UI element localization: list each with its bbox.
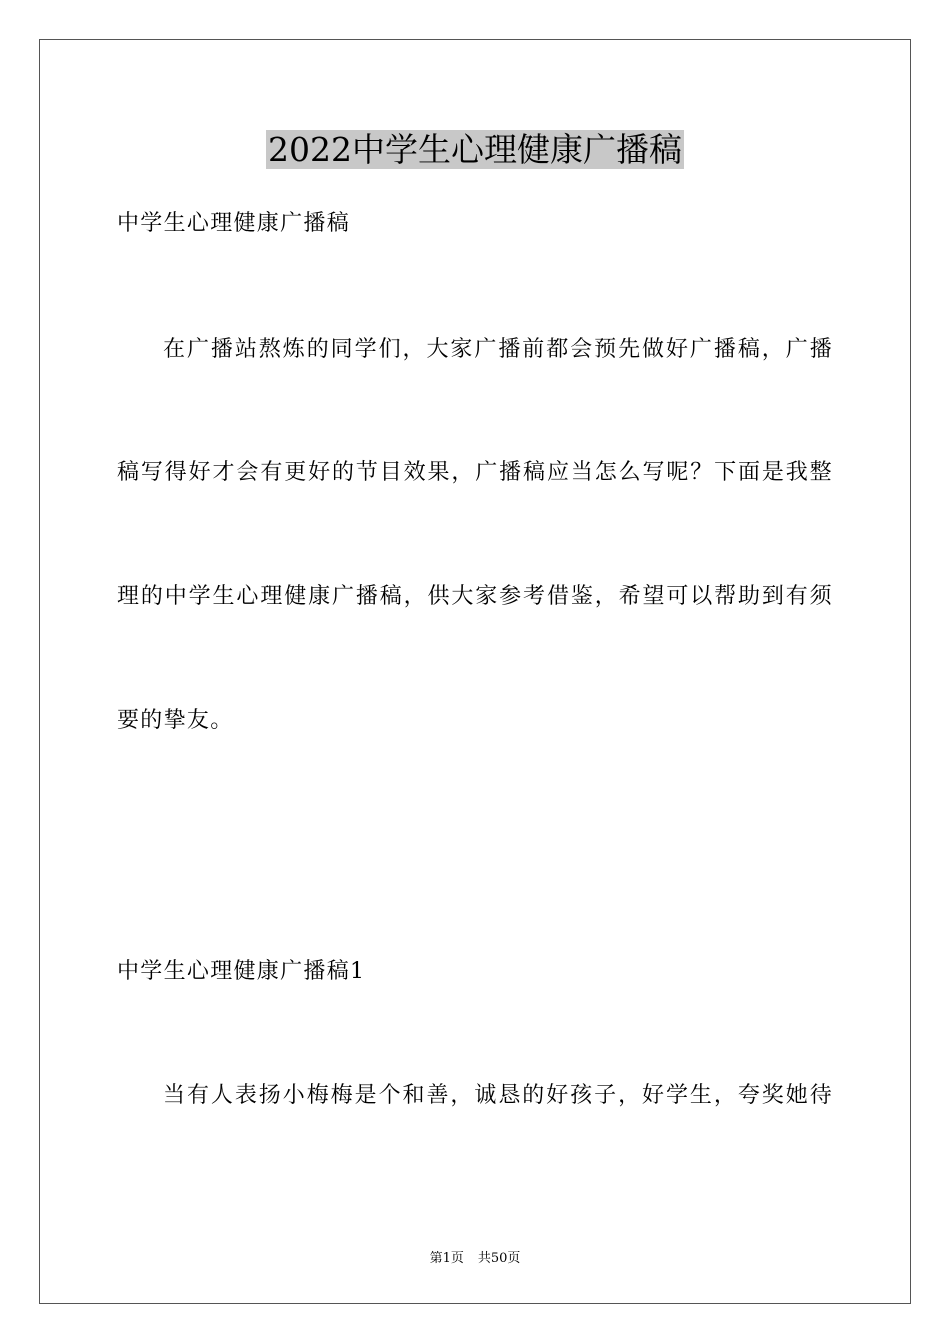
- document-title: [0, 128, 950, 172]
- total-pages: 共50页: [477, 1251, 521, 1266]
- section-heading: 中学生心理健康广播稿1: [117, 959, 366, 984]
- page-footer: [0, 1247, 950, 1266]
- paragraph-line: 稿写得好才会有更好的节目效果，广播稿应当怎么写呢？下面是我整: [117, 460, 833, 485]
- paragraph-line: 要的挚友。: [117, 708, 234, 733]
- page-number: 第1页: [429, 1251, 464, 1266]
- paragraph-line: 当有人表扬小梅梅是个和善，诚恳的好孩子，好学生，夸奖她待: [163, 1083, 833, 1108]
- paragraph-line: 在广播站熬炼的同学们，大家广播前都会预先做好广播稿，广播: [163, 337, 833, 362]
- paragraph-line: 理的中学生心理健康广播稿，供大家参考借鉴，希望可以帮助到有须: [117, 584, 833, 609]
- title-text: 2022中学生心理健康广播稿: [268, 130, 682, 169]
- subtitle: 中学生心理健康广播稿: [117, 211, 351, 236]
